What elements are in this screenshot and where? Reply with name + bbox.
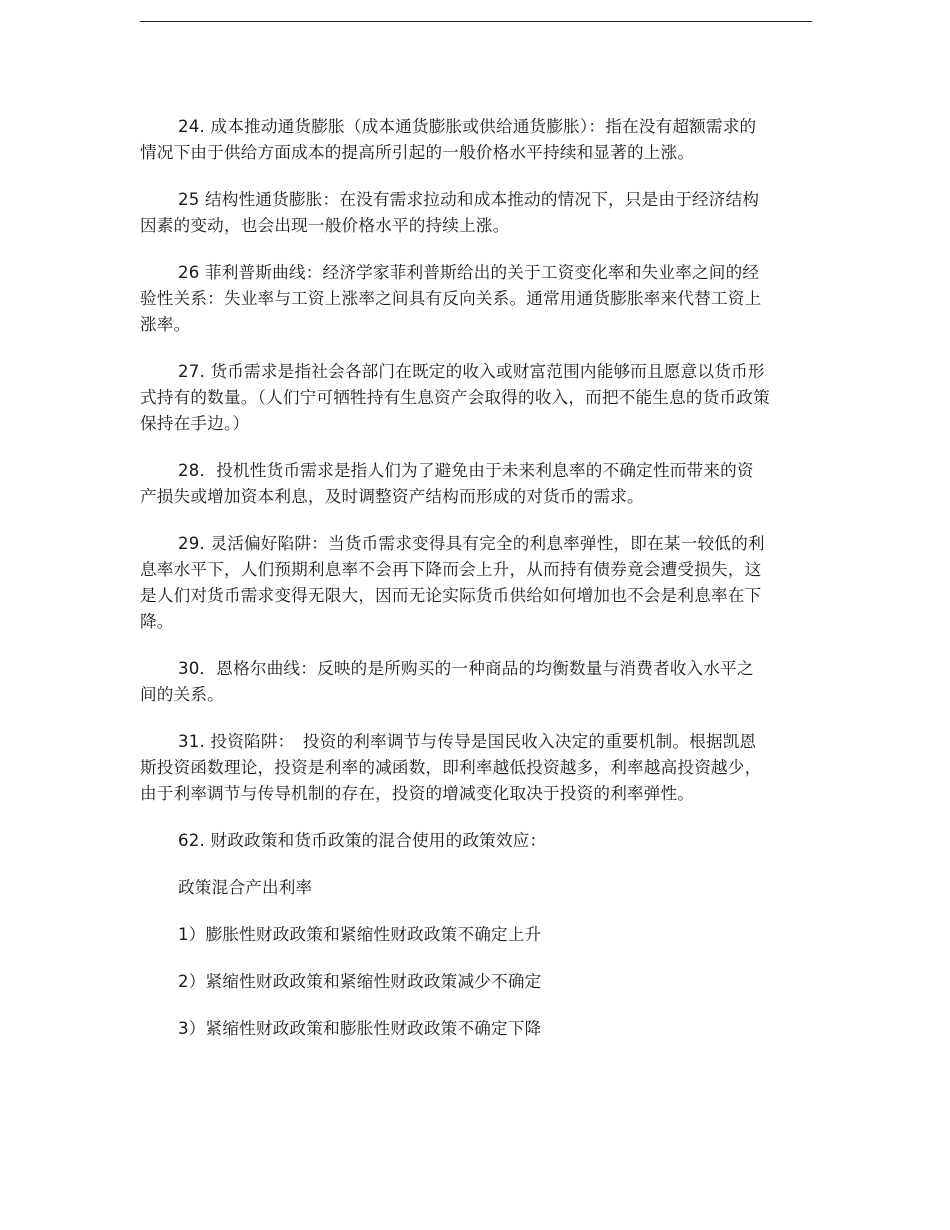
header-rule [140,21,812,22]
policy-mix-item-2: 2）紧缩性财政政策和紧缩性财政政策减少不确定 [178,972,542,991]
paragraph-28: 28．投机性货币需求是指人们为了避免由于未来利息率的不确定性而带来的资产损失或增加资本利息，及时调整资产结构而形成的对货币的需求。 [140,461,754,506]
paragraph-27: 27. 货币需求是指社会各部门在既定的收入或财富范围内能够而且愿意以货币形式持有的数量。（人们宁可牺牲持有生息资产会取得的收入，而把不能生息的货币政策保持在手边。） [140,362,770,433]
paragraph-30: 30．恩格尔曲线：反映的是所购买的一种商品的均衡数量与消费者收入水平之间的关系。 [140,659,754,704]
paragraph-31: 31. 投资陷阱： 投资的利率调节与传导是国民收入决定的重要机制。根据凯恩斯投资函数理论，投资是利率的减函数，即利率越低投资越多，利率越高投资越少，由于利率调节与传导机制的存在，投资的增减变化取决于投资的利率弹性。 [140,732,762,803]
policy-mix-item-3: 3）紧缩性财政政策和膨胀性财政政策不确定下降 [178,1019,542,1038]
policy-mix-header: 政策混合产出利率 [178,878,313,897]
policy-mix-item-1: 1）膨胀性财政政策和紧缩性财政政策不确定上升 [178,925,542,944]
document-body [140,114,770,1063]
paragraph-24: 24. 成本推动通货膨胀（成本通货膨胀或供给通货膨胀）：指在没有超额需求的情况下由于供给方面成本的提高所引起的一般价格水平持续和显著的上涨。 [140,117,757,162]
paragraph-25: 25 结构性通货膨胀：在没有需求拉动和成本推动的情况下，只是由于经济结构因素的变动，也会出现一般价格水平的持续上涨。 [140,190,760,235]
paragraph-62: 62. 财政政策和货币政策的混合使用的政策效应： [178,831,547,850]
paragraph-29: 29. 灵活偏好陷阱：当货币需求变得具有完全的利息率弹性，即在某一较低的利息率水平下，人们预期利息率不会再下降而会上升，从而持有债券竟会遭受损失，这是人们对货币需求变得无限大，因而无论实际货币供给如何增加也不会是利息率在下降。 [140,534,765,631]
paragraph-26: 26 菲利普斯曲线：经济学家菲利普斯给出的关于工资变化率和失业率之间的经验性关系：失业率与工资上涨率之间具有反向关系。通常用通货膨胀率来代替工资上涨率。 [140,263,762,334]
